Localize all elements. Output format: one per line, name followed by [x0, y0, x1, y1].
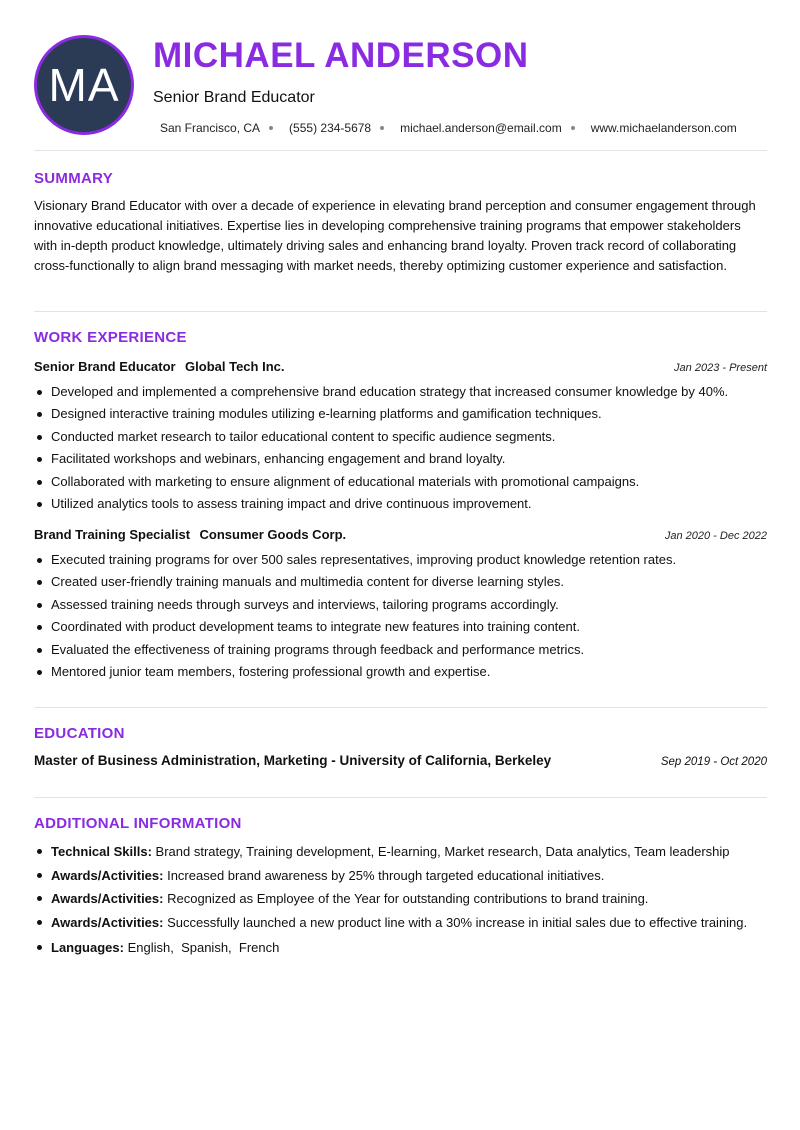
list-item: Facilitated workshops and webinars, enhancing engagement and brand loyalty. — [34, 448, 767, 470]
job-header — [34, 358, 767, 376]
item-label: Awards/Activities: — [51, 867, 164, 883]
contact-line — [160, 121, 737, 135]
list-item: Coordinated with product development teams to integrate new features into training content. — [34, 616, 767, 638]
job-title-line — [34, 358, 284, 376]
section-title-education: EDUCATION — [34, 725, 125, 742]
item-label: Awards/Activities: — [51, 914, 164, 930]
list-item: Evaluated the effectiveness of training programs through feedback and performance metrics. — [34, 639, 767, 661]
candidate-role: Senior Brand Educator — [153, 89, 315, 106]
job-company: Consumer Goods Corp. — [199, 527, 347, 542]
list-item: Utilized analytics tools to assess training impact and drive continuous improvement. — [34, 493, 767, 515]
avatar — [34, 35, 134, 135]
list-item — [34, 840, 767, 864]
item-label: Awards/Activities: — [51, 891, 164, 906]
list-item: Assessed training needs through surveys and interviews, tailoring programs accordingly. — [34, 594, 767, 616]
section-title-summary: SUMMARY — [34, 170, 114, 187]
contact-website[interactable]: www.michaelanderson.com — [590, 121, 737, 135]
contact-email[interactable]: michael.anderson@email.com — [400, 121, 562, 135]
list-item: Conducted market research to tailor educational content to specific audience segments. — [34, 426, 767, 448]
contact-phone: (555) 234-5678 — [289, 121, 372, 135]
item-text: Brand strategy, Training development, E-learning, Market research, Data analytics, Team leadership — [155, 844, 730, 859]
job-bullets — [34, 549, 767, 683]
list-item: Mentored junior team members, fostering professional growth and expertise. — [34, 661, 767, 683]
list-item: Developed and implemented a comprehensive brand education strategy that increased consumer knowledge by 40%. — [34, 381, 767, 403]
separator-dot-icon — [380, 126, 384, 130]
divider — [34, 150, 767, 151]
item-text: English, Spanish, French — [127, 940, 280, 955]
separator-dot-icon — [269, 126, 273, 130]
job-title: Senior Brand Educator — [34, 359, 176, 374]
list-item — [34, 936, 767, 960]
list-item — [34, 911, 767, 935]
avatar-initials: MA — [48, 59, 120, 111]
divider — [34, 797, 767, 798]
list-item — [34, 887, 767, 911]
item-text: Successfully launched a new product line with a 30% increase in initial sales due to effective training. — [167, 914, 748, 930]
item-text: Recognized as Employee of the Year for outstanding contributions to brand training. — [167, 891, 649, 906]
divider — [34, 707, 767, 708]
job-title: Brand Training Specialist — [34, 527, 191, 542]
education-dates: Sep 2019 - Oct 2020 — [660, 756, 767, 768]
section-title-experience: WORK EXPERIENCE — [34, 329, 187, 346]
job-header — [34, 526, 767, 544]
additional-list — [34, 840, 767, 960]
job-dates: Jan 2023 - Present — [674, 362, 767, 374]
education-entry — [34, 753, 767, 768]
divider — [34, 311, 767, 312]
job-company: Global Tech Inc. — [185, 359, 285, 374]
job-dates: Jan 2020 - Dec 2022 — [664, 530, 767, 542]
education-degree: Master of Business Administration, Marketing - University of California, Berkeley — [34, 753, 552, 768]
list-item: Executed training programs for over 500 sales representatives, improving product knowledge retention rates. — [34, 549, 767, 571]
job-bullets — [34, 381, 767, 515]
job-title-line — [34, 526, 346, 544]
list-item: Designed interactive training modules utilizing e-learning platforms and gamification techniques. — [34, 403, 767, 425]
item-label: Technical Skills: — [51, 844, 152, 859]
item-text: Increased brand awareness by 25% through targeted educational initiatives. — [167, 867, 605, 883]
contact-location: San Francisco, CA — [160, 121, 261, 135]
list-item — [34, 864, 767, 888]
section-title-additional: ADDITIONAL INFORMATION — [34, 815, 242, 832]
list-item: Created user-friendly training manuals and multimedia content for diverse learning styles. — [34, 571, 767, 593]
list-item: Collaborated with marketing to ensure alignment of educational materials with promotional campaigns. — [34, 471, 767, 493]
separator-dot-icon — [571, 126, 575, 130]
item-label: Languages: — [51, 940, 124, 955]
candidate-name: MICHAEL ANDERSON — [153, 36, 529, 75]
summary-text: Visionary Brand Educator with over a decade of experience in elevating brand perception and consumer engagement through innovative educational initiatives. Expertise lies in developing comprehensive training programs that empower stakeholders with in-depth product knowledge, ultimately driving sales and enhancing brand loyalty. Proven track record of collaborating cross-functionally to align brand messaging with market needs, thereby optimizing customer experience and satisfaction. — [34, 198, 756, 273]
